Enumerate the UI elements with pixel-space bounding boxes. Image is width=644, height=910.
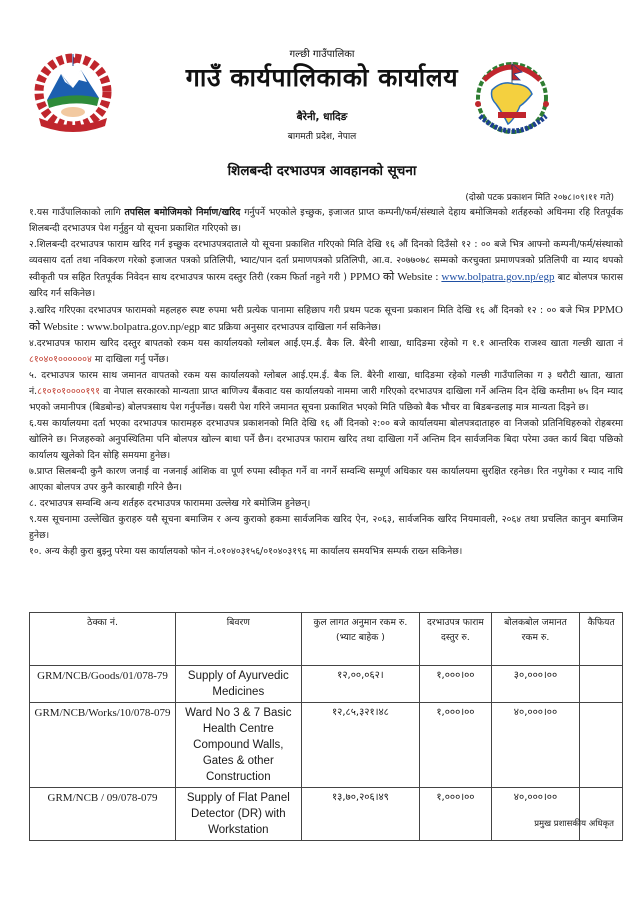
table-header-row <box>30 613 623 666</box>
clause-3-text-cont: बाट प्रक्रिया अनुसार दरभाउपत्र दाखिला गर्न सकिनेछ। <box>199 322 382 333</box>
clause-7: ७.प्राप्त सिलबन्दी कुनै कारण जनाई वा नजनाई आंशिक वा पूर्ण रुपमा स्वीकृत गर्ने वा नगर्ने सम्वन्धि सम्पूर्ण अधिकार यस कार्यालयमा सुरक्षित रहनेछ। रित नपुगेका र म्याद नाघि आएका बोलपत्र उपर कुनै कारबाही गरिने छैन। <box>29 466 623 493</box>
contract-no-cell: GRM/NCB/Works/10/078-079 <box>30 703 176 788</box>
clause-9: ९.यस सूचनामा उल्लेखित कुराहरु यसै सूचना बमाजिम र अन्य कुराको हकमा सार्वजनिक खरिद ऐन, २०६३, सार्वजनिक खरिद नियमावली, २०६४ तथा प्रचलित कानुन बमाजिम हुनेछ। <box>29 514 623 541</box>
form-fee-cell: १,०००।०० <box>420 788 491 841</box>
publication-date-note: (दोस्रो पटक प्रकाशन मिति २०७८।०९।११ गते) <box>465 193 614 203</box>
clause-10: १०. अन्य केही कुरा बुझ्नु परेमा यस कार्यालयको फोन नं.०१०४०३१५६/०१०४०३१९६ मा कार्यालय समयभित्र सम्पर्क राख्न सकिनेछ। <box>29 546 463 557</box>
estimate-cell: १२,००,०६२। <box>301 666 420 703</box>
revenue-account-number: ८१०४०१००००००४ <box>29 354 92 365</box>
header-remarks: कैफियत <box>580 613 623 666</box>
header-form-fee: दरभाउपत्र फाराम दस्तुर रु. <box>420 613 491 666</box>
clause-4 <box>29 336 623 368</box>
municipality-name: गल्छी गाउँपालिका <box>289 49 355 60</box>
clause-1-text: १.यस गाउँपालिकाको लागि <box>29 207 125 218</box>
deposit-account-number: ८१०१०१००००१९१ <box>37 386 100 397</box>
description-cell: Ward No 3 & 7 Basic Health Centre Compound Walls, Gates & other Construction <box>176 703 302 788</box>
description-cell: Supply of Flat Panel Detector (DR) with Workstation <box>176 788 302 841</box>
bolpatra-link[interactable]: www.bolpatra.gov.np/egp <box>441 271 555 283</box>
clause-2-text-cont: बाट बोलपत्र फारास खरिद गर्न सकिनेछ। <box>29 272 623 299</box>
remarks-cell <box>580 666 623 703</box>
table-row <box>30 788 623 841</box>
notice-body <box>29 205 623 560</box>
tender-table <box>29 612 623 841</box>
bid-security-cell: ३०,०००।०० <box>491 666 580 703</box>
clause-3 <box>29 302 623 336</box>
description-cell: Supply of Ayurvedic Medicines <box>176 666 302 703</box>
bid-security-cell: ४०,०००।०० <box>491 703 580 788</box>
form-fee-cell: १,०००।०० <box>420 666 491 703</box>
table-row <box>30 666 623 703</box>
clause-2 <box>29 237 623 302</box>
clause-3-text: ३.खरिद गरिएका दरभाउपत्र फारामको महलहरु स्पष्ट रुपमा भरी प्रत्येक पानामा सहिछाप गरी प्रथम पटक सूचना प्रकाशन मिति देखि १६ औं दिनको १२ : ०० बजे भित्र <box>29 305 594 316</box>
header-description: बिवरण <box>176 613 302 666</box>
header-estimate: कुल लागत अनुमान रकम रु.(भ्याट बाहेक ) <box>301 613 420 666</box>
estimate-cell: १२,८५,३२१।४८ <box>301 703 420 788</box>
clause-5 <box>29 368 623 416</box>
clause-4-text-cont: मा दाखिला गर्नु पर्नेछ। <box>91 354 169 365</box>
clause-8: ८. दरभाउपत्र सम्वन्धि अन्य शर्तहरु दरभाउपत्र फाराममा उल्लेख गरे बमोजिम हुनेछन्। <box>29 498 311 509</box>
contract-no-cell: GRM/NCB/Goods/01/078-79 <box>30 666 176 703</box>
clause-4-text: ४.दरभाउपत्र फाराम खरिद दस्तुर बापतको रकम यस कार्यालयको ग्लोबल आई.एम.ई. बैक लि. बैरेनी शाखा, धादिङमा रहेको ग १.१ आन्तरिक राजश्व खाता गल्छी खाता नं <box>29 338 623 349</box>
clause-1 <box>29 205 623 237</box>
bid-security-cell: ४०,०००।०० <box>491 788 580 841</box>
remarks-cell <box>580 788 623 841</box>
clause-5-text: ५. दरभाउपत्र फारम साथ जमानत वापतको रकम यस कार्यालयको ग्लोबल आई.एम.ई. बैक लि. बैरेनी शाखा, धादिङमा रहेको गल्छी गाउँपालिका ग ३ धरौटी खाता, खाता नं. <box>29 370 623 397</box>
clause-6: ६.यस कार्यालयमा दर्ता भएका दरभाउपत्र फारामहरु दरभाउपत्र प्रकाशनको मिति देखि १६ औं दिनको २:०० बजे कार्यालयमा बोलपत्रदाताहरु वा निजको प्रतिनिधिहरुको रोहबरमा खोलिने छ। निजहरुको अनुपस्थितिमा पनि बोलपत्र खोल्न बाधा पर्ने छैन। दरभाउपत्र फाराम खरिद तथा दाखिला गर्ने अन्तिम दिन सार्वजनिक बिदा परेमा उक्त कार्य बिदा पछिको कार्यालय खुलेको दिन सोहि समयमा हुनेछ। <box>29 418 623 461</box>
clause-2-text: २.शिलबन्दी दरभाउपत्र फाराम खरिद गर्न इच्छुक दरभाउपत्रदाताले यो सूचना प्रकाशित गरिएको मिति देखि १६ औं दिनको दिउँसो १२ : ०० बजे भित्र आफ्नो कम्पनी/फर्म/संस्थाको व्यवसाय दर्ता तथा नविकरण गरेको इजाजत पत्रको प्रतिलिपी, भ्याट/पान दर्ता प्रमाणपत्रको प्रतिलिपी, आ.व. २०७७०७८ सम्मको करचुक्ता प्रमाणपत्रको प्रतिलिपी वा म्याद थपको स्वीकृती पत्र सहित रितपूर्वक निवेदन साथ दरभाउपत्र फारम दस्तुर तिरी (रकम फिर्ता नहुने गरी ) <box>29 239 623 283</box>
clause-1-text-cont: गर्नुपर्ने भएकोले इच्छुक, इजाजत प्राप्त कम्पनी/फर्म/संस्थाले देहाय बमोजिमको शर्तहरुको अधिनमा रहि रितपूर्वक शिलबन्दी दरभाउपत्र पेश गर्नुहुन यो सूचना प्रकाशित गरिएको छ। <box>29 207 623 234</box>
signatory-title: प्रमुख प्रशासकीय अधिकृत <box>534 819 614 829</box>
header-contract-no: ठेक्का नं. <box>30 613 176 666</box>
contract-no-cell: GRM/NCB / 09/078-079 <box>30 788 176 841</box>
clause-3-ppmo-website: PPMO को Website : www.bolpatra.gov.np/egp <box>29 304 623 333</box>
form-fee-cell: १,०००।०० <box>420 703 491 788</box>
notice-title: शिलबन्दी दरभाउपत्र आवहानको सूचना <box>227 163 417 179</box>
estimate-cell: १३,७०,२०६।४९ <box>301 788 420 841</box>
clause-1-emphasis: तपसिल बमोजिमको निर्माण/खरिद <box>124 207 241 218</box>
remarks-cell <box>580 703 623 788</box>
clause-2-ppmo-label: PPMO को Website : <box>350 271 442 283</box>
office-province: बागमती प्रदेश, नेपाल <box>287 132 357 142</box>
header-bid-security: बोलकबोल जमानत रकम रु. <box>491 613 580 666</box>
office-location: बैरेनी, धादिङ <box>296 111 348 123</box>
table-row <box>30 703 623 788</box>
clause-5-text-cont: वा नेपाल सरकारको मान्यताा प्राप्त बाणिज्य बैंकवाट यस कार्यालयको नाममा जारी गरिएको दरभाउपत्र दाखिला गर्ने अन्तिम दिन देखि कम्तीमा ७५ दिन म्याद भएको जमानीपत्र (बिडबोन्ड) बोलपत्रसाथ पेश गर्नुपर्नेछ। यसरी पेश गरिने जमानत सूचना प्रकाशित भएको मिति पछिको बैक भौचर वा बिडबन्डलाइ मात्र मान्यता दिइने छ। <box>29 386 623 413</box>
office-title: गाउँ कार्यपालिकाको कार्यालय <box>185 63 459 92</box>
